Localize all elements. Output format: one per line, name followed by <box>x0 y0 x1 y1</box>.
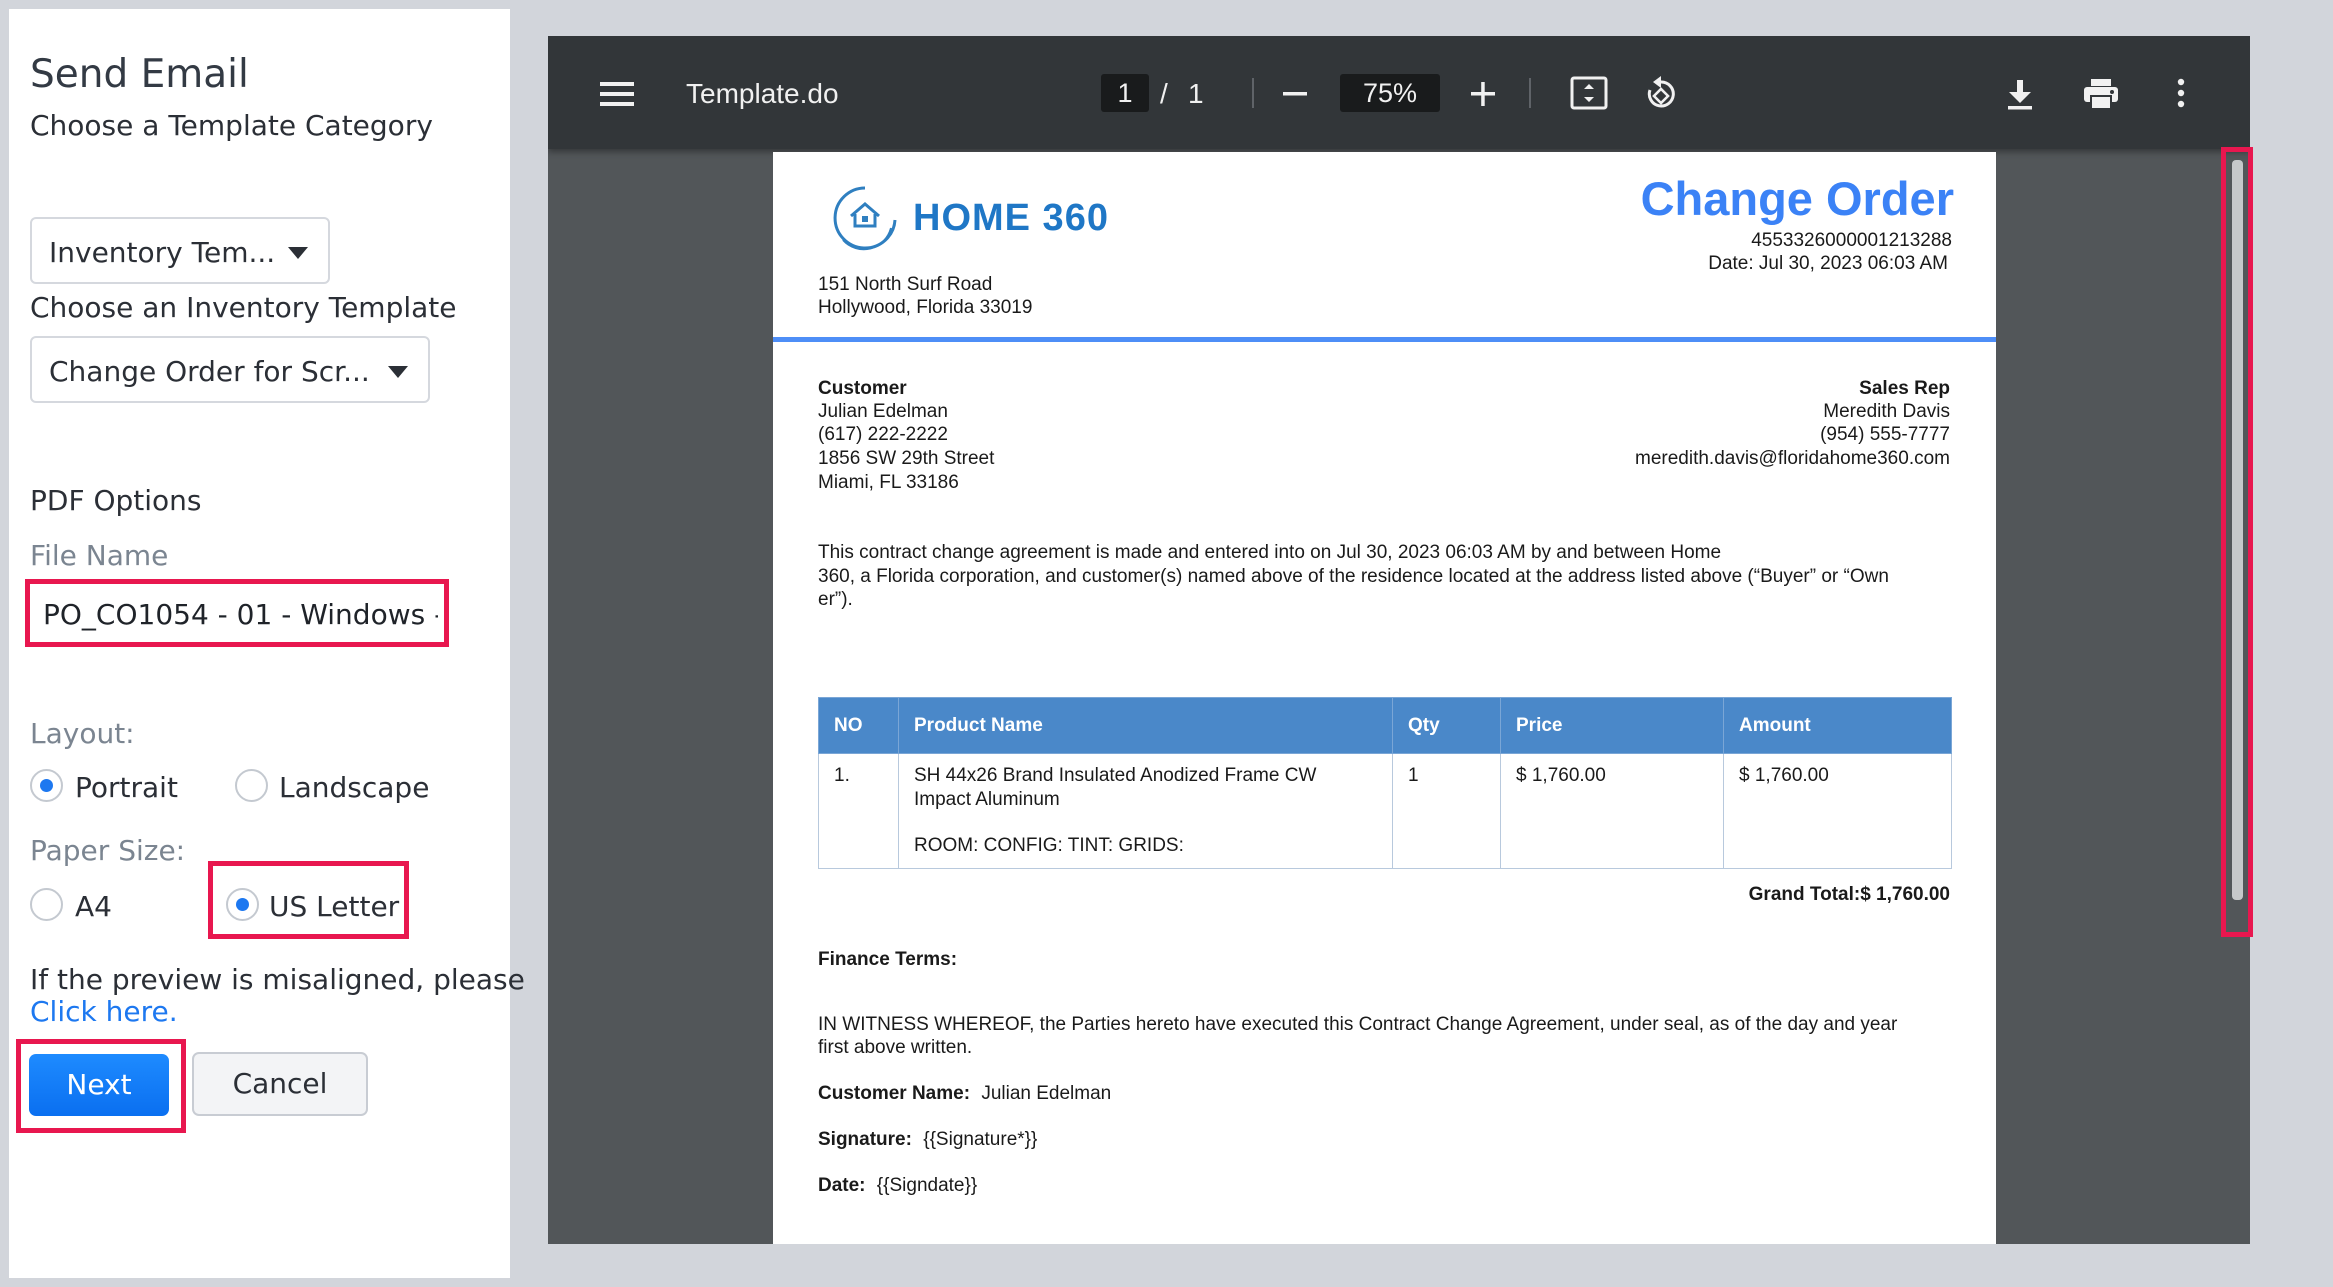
download-icon[interactable] <box>2005 78 2035 110</box>
template-category-select[interactable] <box>30 217 330 284</box>
chevron-down-icon <box>388 366 408 378</box>
column-header-amount: Amount <box>1724 698 1952 754</box>
witness-text-line-2: first above written. <box>818 1037 973 1058</box>
document-title: Change Order <box>1640 172 1954 225</box>
signature-label: Signature: <box>818 1129 912 1150</box>
zoom-out-icon[interactable] <box>1281 84 1309 104</box>
customer-heading: Customer <box>818 378 907 399</box>
date-value: {{Signdate}} <box>876 1175 978 1196</box>
us-letter-radio[interactable] <box>226 888 259 921</box>
landscape-radio[interactable] <box>235 769 268 802</box>
document-page <box>773 152 1996 1244</box>
sales-rep-phone: (954) 555-7777 <box>1820 424 1950 445</box>
menu-icon[interactable] <box>600 80 634 108</box>
layout-label: Layout: <box>30 717 135 750</box>
pdf-options-heading: PDF Options <box>30 484 202 517</box>
zoom-in-icon[interactable] <box>1469 80 1497 108</box>
toolbar-divider <box>1252 78 1254 108</box>
sales-rep-email: meredith.davis@floridahome360.com <box>1635 448 1950 469</box>
customer-name-row <box>818 1082 1111 1105</box>
scrollbar-thumb[interactable] <box>2232 160 2243 900</box>
row-price: $ 1,760.00 <box>1501 754 1724 869</box>
cancel-button[interactable]: Cancel <box>192 1052 368 1116</box>
signature-row <box>818 1128 1037 1151</box>
customer-name: Julian Edelman <box>818 401 948 422</box>
column-header-price: Price <box>1501 698 1724 754</box>
table-header-row <box>819 698 1952 754</box>
page-separator: / <box>1160 78 1168 109</box>
a4-radio[interactable] <box>30 888 63 921</box>
more-icon[interactable] <box>2176 78 2186 108</box>
column-header-no: NO <box>819 698 899 754</box>
template-category-value: Inventory Tem... <box>49 236 276 269</box>
agreement-text-line-3: er”). <box>818 589 853 610</box>
row-qty: 1 <box>1393 754 1501 869</box>
customer-city: Miami, FL 33186 <box>818 472 959 493</box>
product-line-2: Impact Aluminum <box>914 789 1060 810</box>
next-button[interactable]: Next <box>29 1054 169 1116</box>
portrait-label[interactable]: Portrait <box>75 771 178 804</box>
chevron-down-icon <box>288 247 308 259</box>
zoom-input[interactable]: 75% <box>1340 74 1440 112</box>
page-number-input[interactable]: 1 <box>1101 74 1149 112</box>
agreement-text-line-1: This contract change agreement is made and entered into on Jul 30, 2023 06:03 AM by and between Home <box>818 542 1722 563</box>
print-icon[interactable] <box>2083 78 2119 110</box>
row-product <box>899 754 1393 869</box>
page-total: 1 <box>1188 78 1204 109</box>
inventory-template-value: Change Order for Scr... <box>49 355 370 388</box>
file-name-input[interactable] <box>43 596 438 632</box>
sales-rep-name: Meredith Davis <box>1823 401 1950 422</box>
product-line-1: SH 44x26 Brand Insulated Anodized Frame CW <box>914 765 1317 786</box>
date-row <box>818 1174 977 1197</box>
agreement-text-line-2: 360, a Florida corporation, and customer(s) named above of the residence located at the address listed above (“Buyer” or “Own <box>818 566 1889 587</box>
viewer-scrollbar[interactable] <box>2221 147 2253 937</box>
order-number: 4553326000001213288 <box>1751 230 1952 251</box>
header-divider <box>773 337 1996 342</box>
grand-total: Grand Total:$ 1,760.00 <box>1748 884 1950 905</box>
date-label: Date: <box>818 1175 866 1196</box>
product-line-3: ROOM: CONFIG: TINT: GRIDS: <box>914 835 1184 856</box>
inventory-template-label: Choose an Inventory Template <box>30 291 457 324</box>
address-line-2: Hollywood, Florida 33019 <box>818 297 1033 318</box>
row-no: 1. <box>819 754 899 869</box>
customer-name-value: Julian Edelman <box>981 1083 1112 1104</box>
column-header-product: Product Name <box>899 698 1393 754</box>
landscape-label[interactable]: Landscape <box>279 771 430 804</box>
viewer-toolbar <box>548 36 2250 149</box>
us-letter-label[interactable]: US Letter <box>269 890 400 923</box>
click-here-link[interactable]: Click here. <box>30 995 178 1028</box>
file-name-label: File Name <box>30 539 169 572</box>
row-amount: $ 1,760.00 <box>1724 754 1952 869</box>
signature-value: {{Signature*}} <box>923 1129 1038 1150</box>
a4-label[interactable]: A4 <box>75 890 112 923</box>
fit-page-icon[interactable] <box>1570 76 1608 110</box>
template-category-label: Choose a Template Category <box>30 109 433 142</box>
inventory-template-select[interactable] <box>30 336 430 403</box>
send-email-panel <box>9 9 525 1278</box>
misaligned-text: If the preview is misaligned, please <box>30 963 525 996</box>
customer-street: 1856 SW 29th Street <box>818 448 995 469</box>
rotate-icon[interactable] <box>1643 76 1679 112</box>
toolbar-divider <box>1529 78 1531 108</box>
portrait-radio[interactable] <box>30 769 63 802</box>
customer-phone: (617) 222-2222 <box>818 424 948 445</box>
table-row <box>819 754 1952 869</box>
column-header-qty: Qty <box>1393 698 1501 754</box>
file-name-field <box>25 579 449 647</box>
panel-title: Send Email <box>30 52 249 97</box>
paper-size-label: Paper Size: <box>30 834 186 867</box>
witness-text-line-1: IN WITNESS WHEREOF, the Parties hereto have executed this Contract Change Agreement, under seal, as of the day and year <box>818 1014 1898 1035</box>
brand-name: HOME 360 <box>913 197 1109 239</box>
sales-rep-heading: Sales Rep <box>1859 378 1950 399</box>
order-date: Date: Jul 30, 2023 06:03 AM <box>1708 253 1948 274</box>
address-line-1: 151 North Surf Road <box>818 274 993 295</box>
home-360-logo-icon <box>825 180 905 252</box>
line-items-table <box>818 697 1952 869</box>
finance-terms-heading: Finance Terms: <box>818 949 958 970</box>
customer-name-label: Customer Name: <box>818 1083 971 1104</box>
file-title: Template.do <box>686 78 839 109</box>
